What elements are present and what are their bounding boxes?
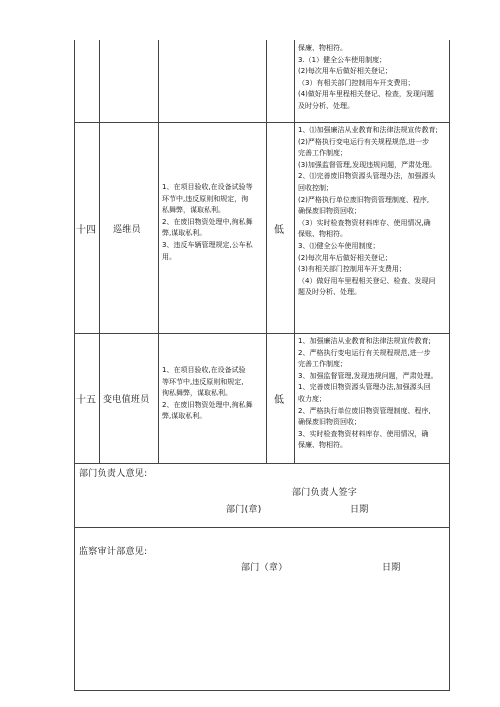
risk-line: 用。 <box>162 252 176 261</box>
grid-line <box>74 690 450 691</box>
grid-line <box>449 40 450 690</box>
measure-line: （4）做好用车里程相关登记、检查、发现问 <box>298 276 436 285</box>
position-name: 巡维员 <box>113 225 141 235</box>
measure-line: 完善工作制度； <box>298 149 347 158</box>
measure-line: 保廉、物相符。 <box>298 44 347 52</box>
measure-line: (3)加强监督管理,发现违规问题，严肃处理。 <box>298 160 437 169</box>
measure-line: (2)严格执行变电运行有关规程规范,进一步 <box>298 137 430 146</box>
risk-line: 私舞弊，谋取私利。 <box>162 206 225 215</box>
risk-line: 1、在项目验收,在设备试验等 <box>162 183 253 191</box>
measures-cell <box>298 336 448 452</box>
grid-line <box>266 40 267 463</box>
position-name: 变电值班员 <box>103 395 150 405</box>
measure-line: 及时分析、处理。 <box>298 101 354 110</box>
risk-line: 环节中,违反原则和规定，徇 <box>162 194 249 203</box>
measure-line: 2、严格执行变电运行有关规程规范,进一步 <box>298 348 431 357</box>
measure-line: 3、实时检查物资材料库存、使用情况，确 <box>298 429 429 438</box>
risk-description-cell <box>162 182 265 263</box>
risk-line: 2、在废旧物资处理中,徇私舞 <box>162 400 253 409</box>
measure-line: 3、加强监督管理,发现违规问题，严肃处理。 <box>298 371 438 380</box>
measure-line: 题及时分析、处理。 <box>298 288 361 297</box>
grid-line <box>294 40 295 463</box>
measures-cell <box>298 125 448 299</box>
grid-line <box>74 40 75 690</box>
measure-line: 保账、物相符。 <box>298 230 347 239</box>
measure-line: (2)严格执行单位废旧物资管理制度、程序, <box>298 195 430 204</box>
measure-line: 确保废旧物资回收； <box>298 207 361 216</box>
measure-line: (4)做好用车里程相关登记、检查，发现问题 <box>298 90 434 99</box>
grid-line <box>158 40 159 463</box>
grid-line <box>74 463 450 464</box>
dept-signature-label: 部门负责人签字 <box>292 488 358 498</box>
risk-line: 弊,谋取私利。 <box>162 229 207 238</box>
audit-stamp-label: 部门（章） <box>241 563 288 573</box>
dept-opinion-label: 部门负责人意见: <box>79 469 148 479</box>
risk-description-cell <box>162 365 265 423</box>
risk-level: 低 <box>274 395 284 406</box>
measure-line: 收力度； <box>298 394 326 403</box>
row-number: 十五 <box>76 395 96 406</box>
measure-line: 保廉、物相符。 <box>298 441 347 450</box>
measure-line: 1、加强廉洁从业教育和法律法规宣传教育; <box>298 337 431 345</box>
row-number: 十四 <box>76 225 96 236</box>
measure-line: 1、⑴加强廉洁从业教育和法律法规宣传教育; <box>298 126 438 134</box>
measure-line: （3）有相关部门控制用车开支费用； <box>298 78 415 87</box>
dept-date-label: 日期 <box>350 505 369 515</box>
risk-line: 等环节中,违反原则和规定, <box>162 377 244 386</box>
grid-line <box>99 40 100 463</box>
measure-line: 3.（1）健全公车使用制度； <box>298 55 387 64</box>
measure-line: 1、完善废旧物资源头管理办法,加强源头回 <box>298 383 431 392</box>
measure-line: (2)每次用车后做好相关登记； <box>298 67 392 76</box>
grid-line <box>74 333 450 334</box>
measure-line: 确保废旧物资回收； <box>298 418 361 427</box>
risk-line: 徇私舞弊，谋取私利。 <box>162 389 232 398</box>
dept-stamp-label: 部门(章) <box>226 505 262 515</box>
grid-line <box>74 527 450 528</box>
measure-line: 2、严格执行单位废旧物资管理制度、程序, <box>298 406 431 415</box>
measure-line: (2)每次用车后做好相关登记； <box>298 253 392 262</box>
measures-cell <box>298 43 448 113</box>
risk-line: 1、在项目验收,在设备试验 <box>162 366 246 374</box>
risk-line: 3、违反车辆管理规定,公车私 <box>162 240 253 249</box>
measure-line: 回收控制； <box>298 183 333 192</box>
measure-line: 2、⑴完善废旧物资源头管理办法，加强源头 <box>298 172 436 181</box>
risk-line: 2、在废旧物资处理中,徇私舞 <box>162 217 253 226</box>
measure-line: （3）实时检查物资材料库存、使用情况,确 <box>298 218 431 227</box>
measure-line: (3)有相关部门控制用车开支费用； <box>298 265 406 274</box>
risk-line: 弊,谋取私利。 <box>162 412 207 421</box>
measure-line: 3、⑴健全公车使用制度； <box>298 241 380 250</box>
risk-level: 低 <box>274 225 284 236</box>
audit-date-label: 日期 <box>382 563 401 573</box>
grid-line <box>74 122 450 123</box>
measure-line: 完善工作制度； <box>298 360 347 369</box>
audit-opinion-label: 监察审计部意见: <box>79 547 148 557</box>
